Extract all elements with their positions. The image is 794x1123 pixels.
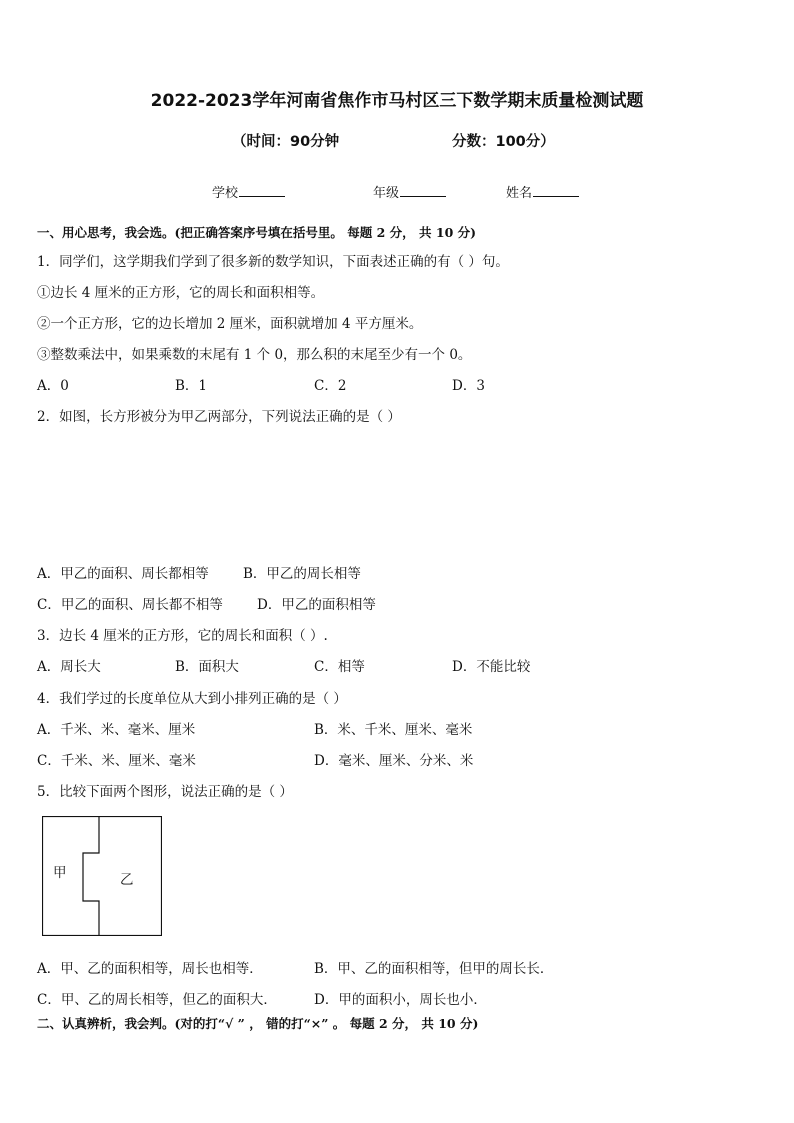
name-field <box>506 182 579 201</box>
q5-option-a: A．甲、乙的面积相等，周长也相等． <box>37 961 263 977</box>
q1-statement-3: ③整数乘法中，如果乘数的末尾有 1 个 0，那么积的末尾至少有一个 0。 <box>37 347 472 363</box>
figure-dividing-line <box>83 817 99 936</box>
q3-option-b: B．面积大 <box>175 659 239 675</box>
grade-label: 年级 <box>373 186 400 201</box>
q4-option-d: D．毫米、厘米、分米、米 <box>314 753 474 769</box>
q5-stem: 5．比较下面两个图形，说法正确的是（ ） <box>37 784 293 800</box>
grade-field <box>373 182 446 201</box>
q5-option-d: D．甲的面积小，周长也小． <box>314 992 487 1008</box>
school-field <box>212 182 285 201</box>
q2-option-d: D．甲乙的面积相等 <box>257 597 376 613</box>
q2-option-c: C．甲乙的面积、周长都不相等 <box>37 597 223 613</box>
q5-option-b: B．甲、乙的面积相等，但甲的周长长． <box>314 961 554 977</box>
q2-option-b: B．甲乙的周长相等 <box>243 566 361 582</box>
exam-time: （时间：90分钟 <box>232 134 340 150</box>
q1-stem: 1．同学们，这学期我们学到了很多新的数学知识，下面表述正确的有（ ）句。 <box>37 254 509 270</box>
q4-option-b: B．米、千米、厘米、毫米 <box>314 722 473 738</box>
q5-option-c: C．甲、乙的周长相等，但乙的面积大． <box>37 992 277 1008</box>
q2-option-a: A．甲乙的面积、周长都相等 <box>37 566 209 582</box>
q1-statement-2: ②一个正方形，它的边长增加 2 厘米，面积就增加 4 平方厘米。 <box>37 316 423 332</box>
exam-score: 分数：100分） <box>452 134 555 150</box>
q3-stem: 3．边长 4 厘米的正方形，它的周长和面积（ ）. <box>37 628 328 644</box>
q4-option-c: C．千米、米、厘米、毫米 <box>37 753 196 769</box>
q4-option-a: A．千米、米、毫米、厘米 <box>37 722 196 738</box>
q2-stem: 2．如图，长方形被分为甲乙两部分，下列说法正确的是（ ） <box>37 409 401 425</box>
section-2-heading: 二、认真辨析，我会判。(对的打“√ ” ， 错的打“×” 。 每题 2 分， 共 10 分) <box>37 1016 479 1031</box>
q1-option-d: D．3 <box>452 378 485 394</box>
q1-statement-1: ①边长 4 厘米的正方形，它的周长和面积相等。 <box>37 285 325 301</box>
q1-option-a: A．0 <box>37 378 69 394</box>
figure-label-yi: 乙 <box>120 872 134 888</box>
q1-option-b: B．1 <box>175 378 208 394</box>
page-title: 2022-2023学年河南省焦作市马村区三下数学期末质量检测试题 <box>150 91 644 111</box>
q4-stem: 4．我们学过的长度单位从大到小排列正确的是（ ） <box>37 691 347 707</box>
school-blank <box>239 184 285 197</box>
q3-option-d: D．不能比较 <box>452 659 531 675</box>
q1-option-c: C．2 <box>314 378 347 394</box>
grade-blank <box>400 184 446 197</box>
q3-option-c: C．相等 <box>314 659 365 675</box>
q3-option-a: A．周长大 <box>37 659 101 675</box>
name-blank <box>533 184 579 197</box>
school-label: 学校 <box>212 186 239 201</box>
section-1-heading: 一、用心思考，我会选。(把正确答案序号填在括号里。 每题 2 分， 共 10 分) <box>37 225 477 240</box>
name-label: 姓名 <box>506 186 533 201</box>
figure-label-jia: 甲 <box>53 865 67 881</box>
